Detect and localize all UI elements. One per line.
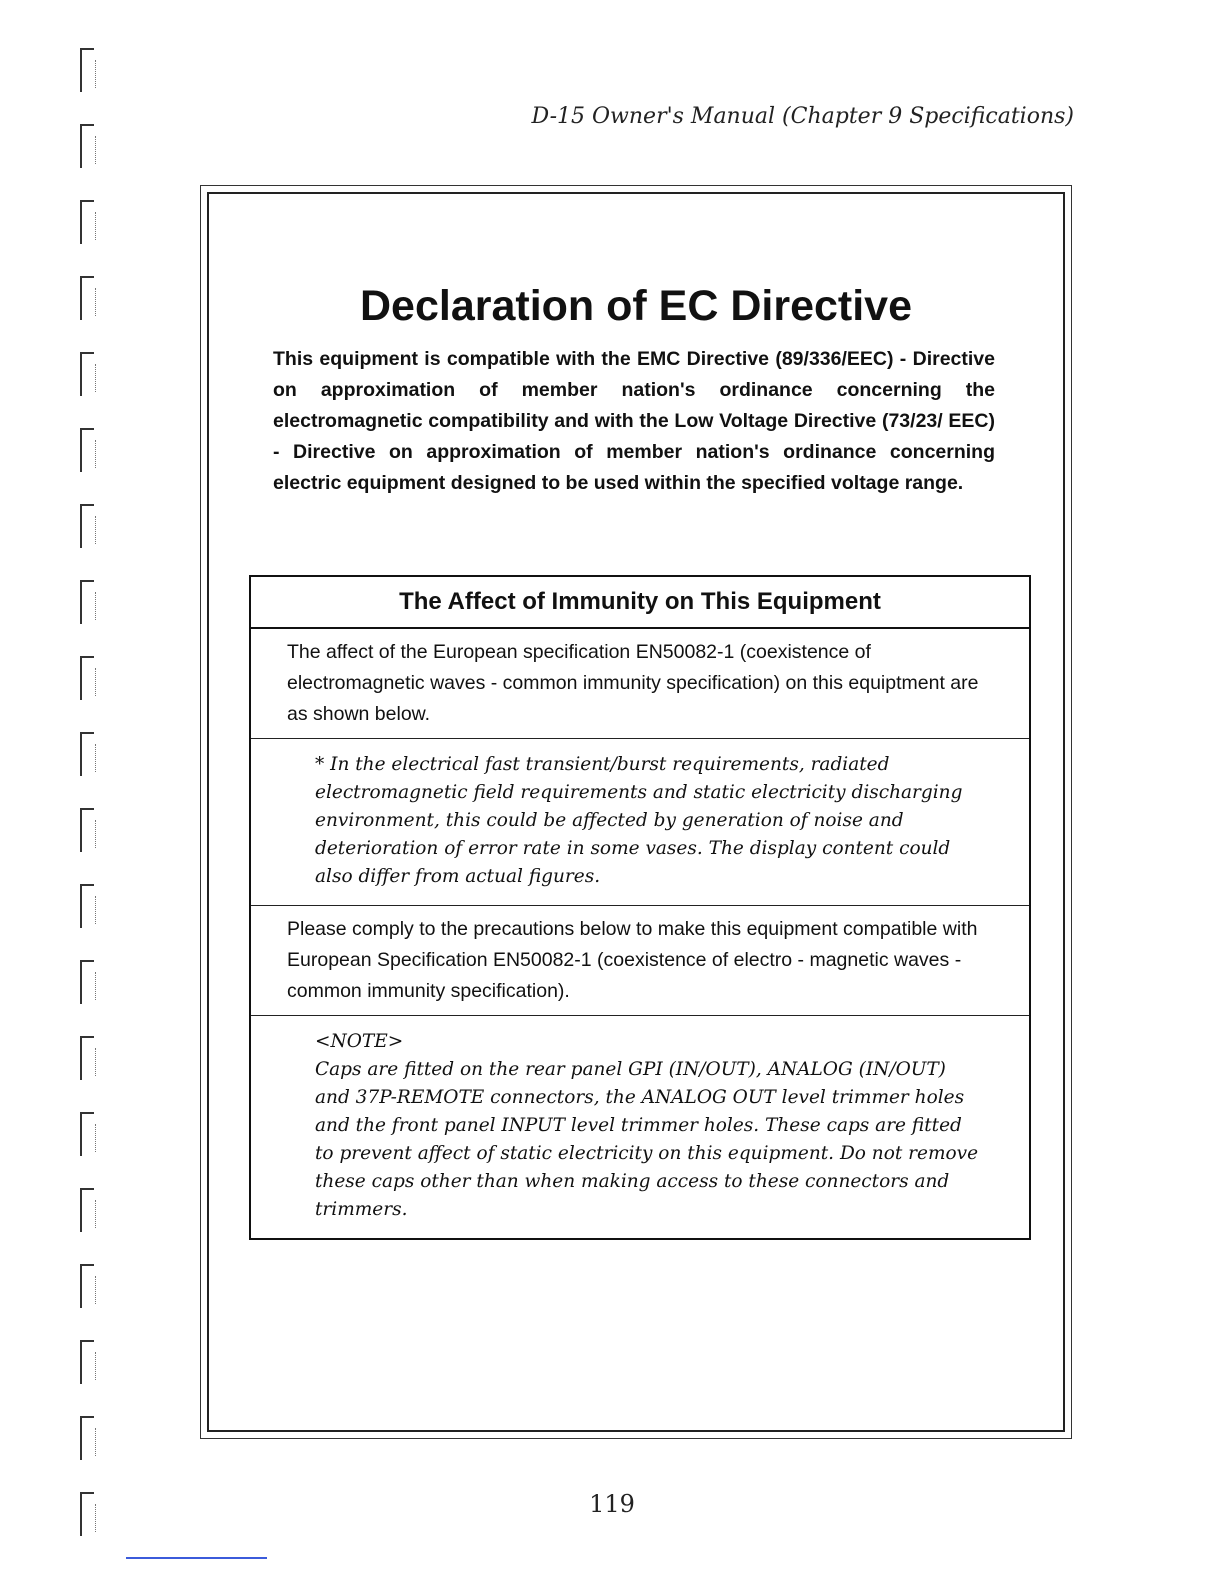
immunity-precautions-section (251, 906, 1029, 1016)
declaration-body: This equipment is compatible with the EMC Directive (89/336/EEC) - Directive on approximation of member nation's ordinance concerning the electromagnetic compatibility and with the Low Voltage Directive (73/23/ EEC) - Directive on approximation of member nation's ordinance concerning electric equipment designed to be used within the specified voltage range. (273, 348, 995, 494)
immunity-note-section (251, 1016, 1029, 1238)
binding-hole-mark (80, 504, 94, 548)
running-header: D-15 Owner's Manual (Chapter 9 Specifications) (531, 104, 1074, 129)
binding-hole-mark (80, 276, 94, 320)
declaration-title: Declaration of EC Directive (359, 282, 912, 330)
binding-hole-mark (80, 656, 94, 700)
immunity-effects: * In the electrical fast transient/burst requirements, radiated electromagnetic field requirements and static electricity discharging environment, this could be affected by generation of noise and deterioration of error rate in some vases. The display content could also differ from actual figures. (315, 754, 963, 887)
binding-hole-mark (80, 808, 94, 852)
note-label: <NOTE> (315, 1031, 404, 1052)
binding-hole-mark (80, 48, 94, 92)
binding-hole-mark (80, 200, 94, 244)
binding-hole-mark (80, 352, 94, 396)
immunity-effects-section (251, 739, 1029, 906)
immunity-precautions: Please comply to the precautions below to make this equipment compatible with European Specification EN50082-1 (coexistence of electro - magnetic waves - common immunity specification). (287, 918, 978, 1002)
binding-hole-mark (80, 1340, 94, 1384)
binding-hole-mark (80, 580, 94, 624)
binding-hole-mark (80, 1416, 94, 1460)
page-frame (200, 185, 1072, 1439)
binding-hole-mark (80, 960, 94, 1004)
binding-hole-mark (80, 732, 94, 776)
binding-hole-mark (80, 1036, 94, 1080)
immunity-box (249, 575, 1031, 1240)
immunity-intro-section (251, 629, 1029, 739)
binding-hole-mark (80, 1188, 94, 1232)
immunity-title: The Affect of Immunity on This Equipment (251, 577, 1029, 629)
immunity-intro: The affect of the European specification EN50082-1 (coexistence of electromagnetic waves - common immunity specification) on this equiptment are as shown below. (287, 641, 979, 725)
content-frame (207, 192, 1065, 1432)
binding-hole-mark (80, 1264, 94, 1308)
footer-rule (126, 1557, 267, 1559)
binding-hole-mark (80, 428, 94, 472)
note-text: Caps are fitted on the rear panel GPI (IN/OUT), ANALOG (IN/OUT) and 37P-REMOTE connectors, the ANALOG OUT level trimmer holes and the front panel INPUT level trimmer holes. These caps are fitted to prevent affect of static electricity on this equipment. Do not remove these caps other than when making access to these connectors and trimmers. (315, 1059, 979, 1220)
note-block (251, 1016, 1029, 1238)
binding-hole-mark (80, 124, 94, 168)
page-number: 119 (589, 1490, 635, 1518)
binding-holes (80, 40, 100, 1560)
binding-hole-mark (80, 884, 94, 928)
binding-hole-mark (80, 1112, 94, 1156)
